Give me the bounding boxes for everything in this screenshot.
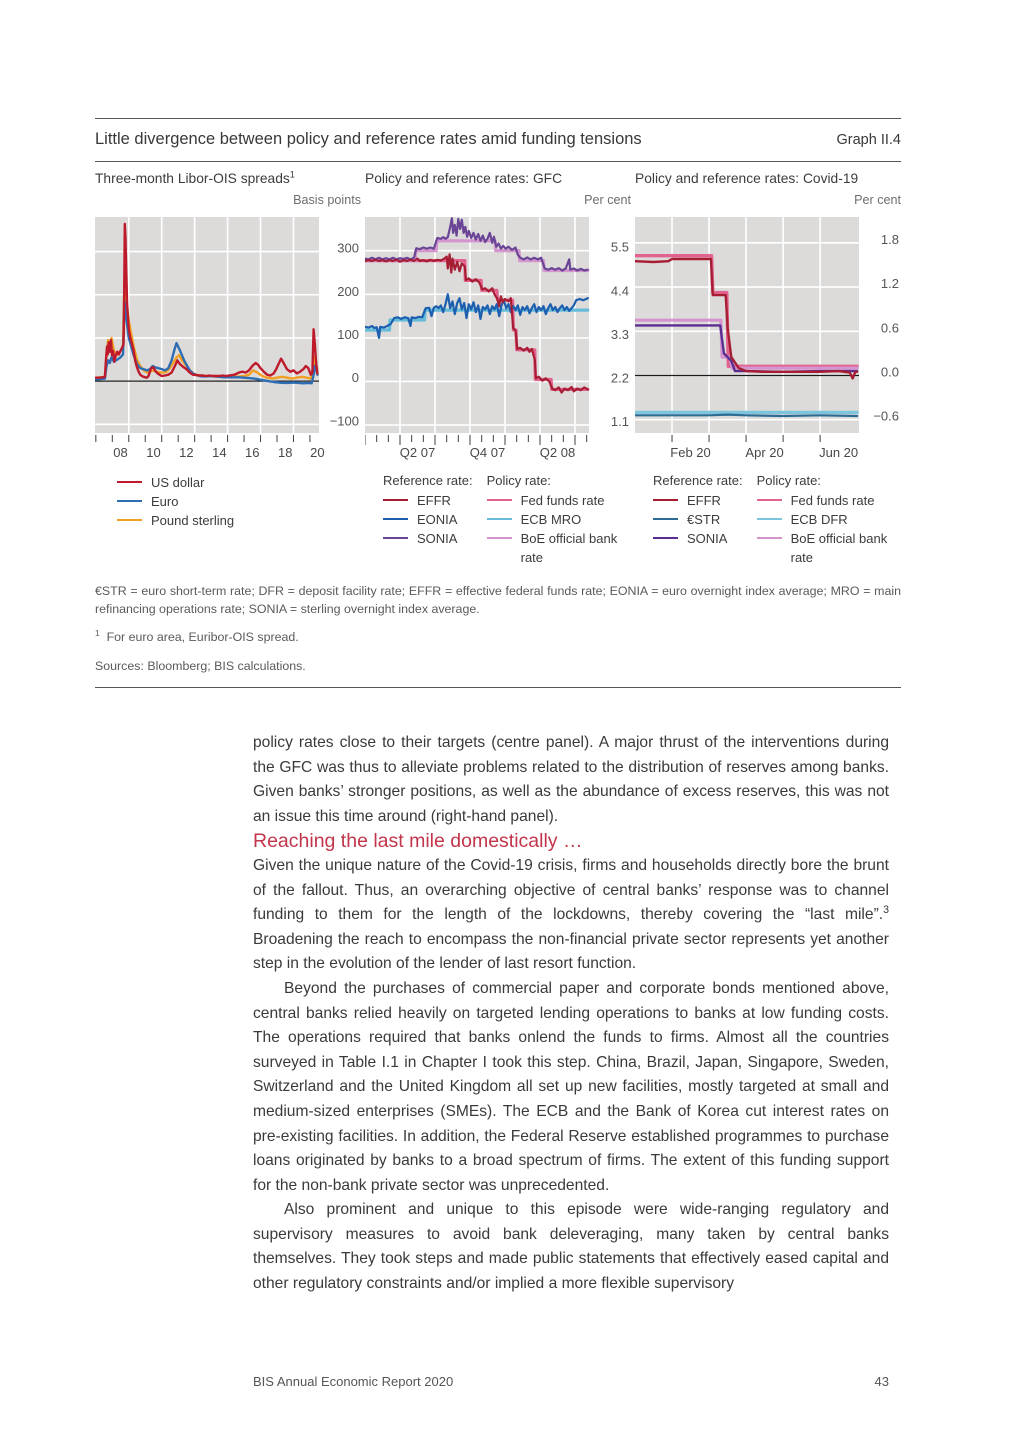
legend-swatch [117, 500, 142, 502]
series-line--str [635, 415, 857, 416]
footer-report-title: BIS Annual Economic Report 2020 [253, 1374, 454, 1389]
legend-swatch [117, 519, 142, 521]
y-axis-label: 1.2 [880, 276, 899, 292]
y-axis-label: 1.8 [880, 231, 899, 247]
abbreviation-definitions: €STR = euro short-term rate; DFR = deposit facility rate; EFFR = effective federal funds rate; EONIA = euro overnight index average; MRO = main refinancing operations rate; SONIA = sterling overnight index average. [95, 584, 901, 616]
y-axis-label: 0.0 [880, 364, 899, 380]
legend-column [757, 473, 895, 567]
x-axis-label: Q2 08 [539, 445, 576, 460]
legend-item [117, 473, 234, 492]
x-axis-label: Q4 07 [469, 445, 506, 460]
legend-label: SONIA [687, 531, 728, 546]
legend-column [117, 473, 234, 530]
legend-item [653, 491, 743, 510]
legend-column [653, 473, 743, 567]
divider [95, 687, 901, 688]
paragraph: Beyond the purchases of commercial paper and corporate bonds mentioned above, central banks relied heavily on targeted lending operations to banks at low funding costs. The operations required that banks onlend the funds to firms. Almost all the countries surveyed in Table I.1 in Chapter I took this step. China, Brazil, Japan, Singapore, Sweden, Switzerland and the United Kingdom all set up new facilities, mostly targeted at small and medium-sized enterprises (SMEs). The ECB and the Bank of Korea cut interest rates on pre-existing facilities. In addition, the Federal Reserve established programmes to purchase loans originated by banks to a broad spectrum of firms. The extent of this funding support for the non-bank private sector was unprecedented. [253, 979, 889, 1194]
x-axis-label: Feb 20 [670, 445, 711, 460]
graph-footnotes [95, 583, 901, 675]
legend-item [757, 510, 895, 529]
legend-label: US dollar [151, 475, 205, 490]
y-axis-label: −100 [329, 413, 359, 429]
legend-label: Fed funds rate [520, 493, 605, 508]
panel-title: Policy and reference rates: GFC [365, 171, 563, 186]
sources-line: Sources: Bloomberg; BIS calculations. [95, 658, 306, 673]
y-axis-label: −0.6 [873, 408, 899, 424]
legend-column [383, 473, 473, 567]
line-chart-canvas [95, 209, 361, 465]
legend-label: Pound sterling [151, 513, 235, 528]
legend-swatch [757, 537, 782, 539]
x-axis-label: Apr 20 [745, 445, 784, 460]
legend-swatch [383, 499, 408, 501]
axis-unit-label: Basis points [293, 193, 361, 207]
legend-swatch [757, 499, 782, 501]
y-axis-label: 4.4 [610, 283, 629, 299]
legend-swatch [653, 518, 678, 520]
legend-label: €STR [687, 512, 721, 527]
y-axis-label: 0 [351, 370, 359, 386]
legend-label: BoE official bank rate [790, 531, 888, 565]
legend-swatch [383, 537, 408, 539]
page-number: 43 [874, 1374, 889, 1389]
y-axis-label: 3.3 [610, 326, 629, 342]
chart-legend [635, 473, 901, 567]
x-axis-label: 12 [179, 445, 194, 460]
legend-swatch [653, 537, 678, 539]
section-heading: Reaching the last mile domestically … [253, 830, 583, 853]
legend-item [117, 492, 234, 511]
legend-item [487, 491, 625, 510]
x-axis-label: Q2 07 [399, 445, 436, 460]
paragraph: Also prominent and unique to this episode were wide-ranging regulatory and supervisory measures to avoid bank deleveraging, many taken by central banks themselves. They took steps and made public statements that effectively eased capital and other regulatory constraints and/or implied a more flexible supervisory [253, 1201, 889, 1293]
footnote-reference: 3 [883, 903, 889, 916]
y-axis-label: 0.6 [880, 320, 899, 336]
x-axis-label: 14 [212, 445, 227, 460]
chart-panel-covid [635, 171, 901, 567]
chart-legend [365, 473, 631, 567]
chart-legend [95, 473, 361, 530]
chart-panel-gfc [365, 171, 631, 567]
x-axis-label: 08 [113, 445, 128, 460]
x-axis-label: 20 [310, 445, 325, 460]
legend-label: SONIA [417, 531, 458, 546]
chart-panel-libor-ois [95, 171, 361, 567]
graph-title: Little divergence between policy and reference rates amid funding tensions [95, 130, 642, 148]
legend-item [653, 529, 743, 548]
divider [95, 161, 901, 162]
legend-swatch [487, 537, 512, 539]
x-axis-label: 16 [245, 445, 260, 460]
paragraph: Given the unique nature of the Covid-19 crisis, firms and households directly bore the brunt of the fallout. Thus, an overarching objective of central banks’ response was to channel funding to them for the length of the lockdowns, thereby covering the “last mile”.$^3$ Broadening the reach to encompass the non-financial private sector represents yet another step in the evolution of the lender of last resort function. [253, 856, 889, 973]
footnote-marker: 1 [95, 627, 100, 638]
x-axis-label: Jun 20 [819, 445, 859, 460]
y-axis-label: 2.2 [610, 370, 629, 386]
legend-label: ECB MRO [520, 512, 582, 527]
body-text-column [253, 731, 889, 1297]
y-axis-label: 300 [337, 240, 359, 256]
legend-label: EONIA [417, 512, 458, 527]
legend-label: Fed funds rate [790, 493, 875, 508]
legend-item [383, 510, 473, 529]
graph-title-row [95, 119, 901, 161]
legend-group-header: Reference rate: [383, 473, 473, 488]
y-axis-label: 200 [337, 283, 359, 299]
x-axis-label: 10 [146, 445, 161, 460]
axis-unit-label: Per cent [854, 193, 901, 207]
legend-item [653, 510, 743, 529]
panel-title: Policy and reference rates: Covid-19 [635, 171, 859, 186]
legend-column [487, 473, 625, 567]
legend-item [117, 511, 234, 530]
legend-swatch [757, 518, 782, 520]
line-chart-canvas [365, 209, 631, 465]
panel-title-footnote-marker: 1 [289, 169, 295, 180]
y-axis-label: 1.1 [610, 414, 629, 430]
chart-panels-row [95, 171, 901, 567]
legend-label: Euro [151, 494, 179, 509]
x-axis-label: 18 [278, 445, 293, 460]
legend-item [487, 510, 625, 529]
y-axis-label: 5.5 [610, 239, 629, 255]
page-footer [253, 1374, 889, 1389]
legend-group-header: Policy rate: [486, 473, 551, 488]
plot-area [365, 217, 589, 433]
legend-item [757, 529, 895, 567]
line-chart-canvas [635, 209, 901, 465]
legend-item [383, 529, 473, 548]
paragraph: policy rates close to their targets (centre panel). A major thrust of the interventions during the GFC was thus to alleviate problems related to the distribution of reserves among banks. Given banks’ stronger positions, as well as the abundance of excess reserves, this was not an issue this time around (right-hand panel). [253, 734, 889, 825]
graph-block [95, 118, 901, 688]
graph-number-label: Graph II.4 [836, 132, 901, 148]
footnote-1: $^1$ For euro area, Euribor-OIS spread. [95, 627, 299, 644]
legend-item [383, 491, 473, 510]
legend-swatch [383, 518, 408, 520]
legend-group-header: Policy rate: [756, 473, 821, 488]
legend-label: EFFR [417, 493, 451, 508]
axis-unit-label: Per cent [584, 193, 631, 207]
legend-label: BoE official bank rate [520, 531, 618, 565]
legend-item [757, 491, 895, 510]
legend-swatch [487, 499, 512, 501]
panel-title: Three-month Libor-OIS spreads$^1$ [95, 169, 295, 186]
legend-group-header: Reference rate: [653, 473, 743, 488]
y-axis-label: 100 [337, 326, 359, 342]
legend-swatch [487, 518, 512, 520]
legend-swatch [653, 499, 678, 501]
legend-label: ECB DFR [790, 512, 848, 527]
legend-swatch [117, 481, 142, 483]
legend-label: EFFR [687, 493, 721, 508]
legend-item [487, 529, 625, 567]
